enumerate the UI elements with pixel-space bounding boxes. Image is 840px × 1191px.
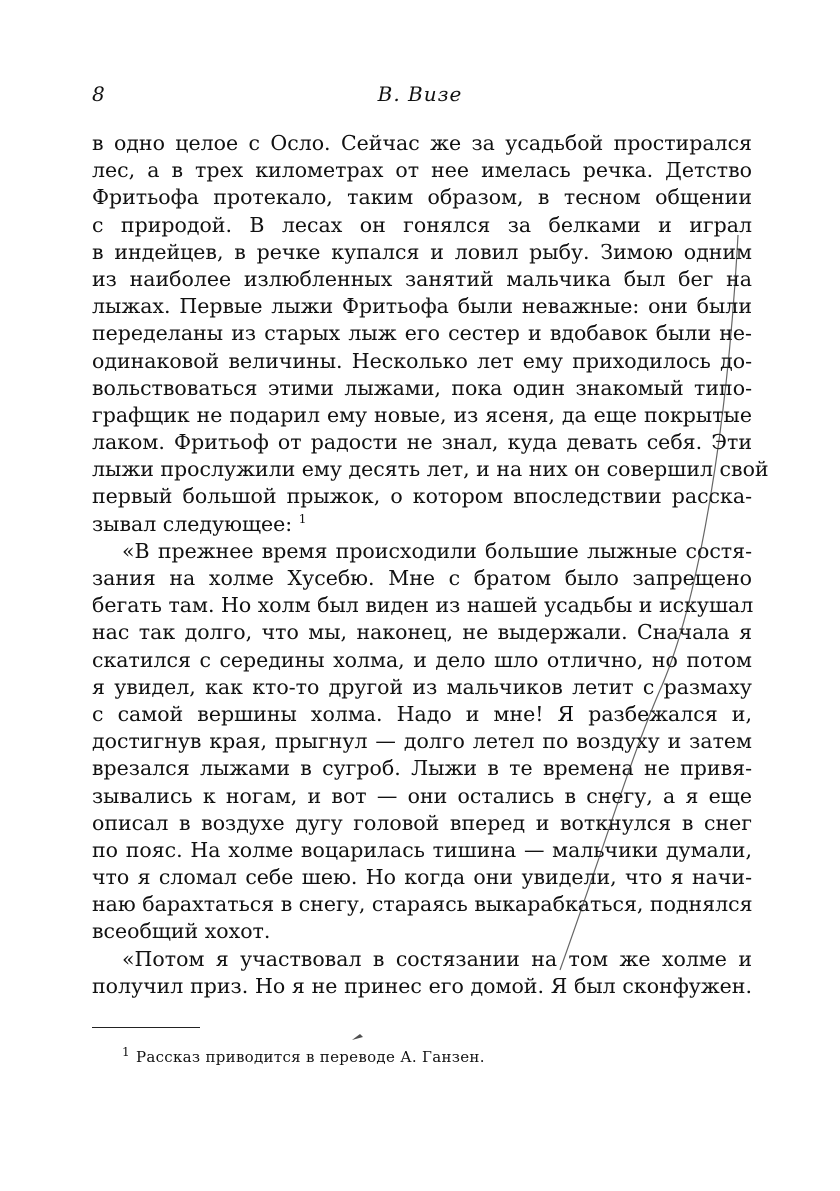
text-line: из наиболее излюбленных занятий мальчика был бег на [92,266,752,291]
footnote [122,1045,485,1066]
footnote-mark: 1 [122,1045,130,1059]
text-line: я увидел, как кто-то другой из мальчиков летит с размаху [92,674,752,699]
text-line: скатился с середины холма, и дело шло отлично, но потом [92,647,752,672]
text-line: лыжи прослужили ему десять лет, и на них он совершил свой [92,457,769,482]
text-line-paragraph-end [92,511,752,538]
text-line: лаком. Фритьоф от радости не знал, куда девать себя. Эти [92,430,752,455]
text-line: описал в воздухе дугу головой вперед и воткнулся в снег [92,810,752,835]
text-line-paragraph-end: всеобщий хохот. [92,919,271,944]
text-line: графщик не подарил ему новые, из ясеня, да еще покрытые [92,402,752,427]
text-line: с природой. В лесах он гонялся за белками и играл [92,212,752,237]
text-line: Фритьофа протекало, таким образом, в тесном общении [92,185,752,210]
text-line: лыжах. Первые лыжи Фритьофа были неважные: они были [92,294,752,319]
text-line: первый большой прыжок, о котором впоследствии расска- [92,484,752,509]
text-line: вольствоваться этими лыжами, пока один знакомый типо- [92,375,752,400]
text-line: переделаны из старых лыж его сестер и вдобавок были не- [92,321,752,346]
footnote-divider [92,1027,200,1028]
text-line: наю барахтаться в снегу, стараясь выкарабкаться, поднялся [92,892,753,917]
text-line-indented: «Потом я участвовал в состязании на том же холме и [122,946,752,971]
text-line: в одно целое с Осло. Сейчас же за усадьбой простирался [92,131,752,155]
text-line: по пояс. На холме воцарилась тишина — мальчики думали, [92,837,752,862]
page-number: 8 [92,82,105,106]
text-line: нас так долго, что мы, наконец, не выдержали. Сначала я [92,620,752,645]
footnote-reference: 1 [298,511,307,526]
text-line: врезался лыжами в сугроб. Лыжи в те времена не привя- [92,756,752,781]
text-line: бегать там. Но холм был виден из нашей усадьбы и искушал [92,593,754,618]
text-line: одинаковой величины. Несколько лет ему приходилось до- [92,348,752,373]
text-line: зания на холме Хусебю. Мне с братом было запрещено [92,566,752,590]
text-line: достигнув края, прыгнул — долго летел по воздуху и затем [92,729,752,754]
footnote-text: Рассказ приводится в переводе А. Ганзен. [135,1048,485,1066]
body-text [92,130,769,1000]
text-line: получил приз. Но я не принес его домой. Я был сконфужен. [92,973,752,998]
text-line: лес, а в трех километрах от нее имелась речка. Детство [92,158,752,183]
text-line: с самой вершины холма. Надо и мне! Я разбежался и, [92,701,752,726]
text-line: что я сломал себе шею. Но когда они увидели, что я начи- [92,865,752,890]
text-line: зывались к ногам, и вот — они остались в снегу, а я еще [92,783,752,808]
running-head: В. Визе [377,82,463,106]
text-line: в индейцев, в речке купался и ловил рыбу. Зимою одним [92,239,752,264]
text-line-content: зывал следующее: [92,511,293,536]
text-line-indented: «В прежнее время происходили большие лыжные состя- [122,538,752,563]
